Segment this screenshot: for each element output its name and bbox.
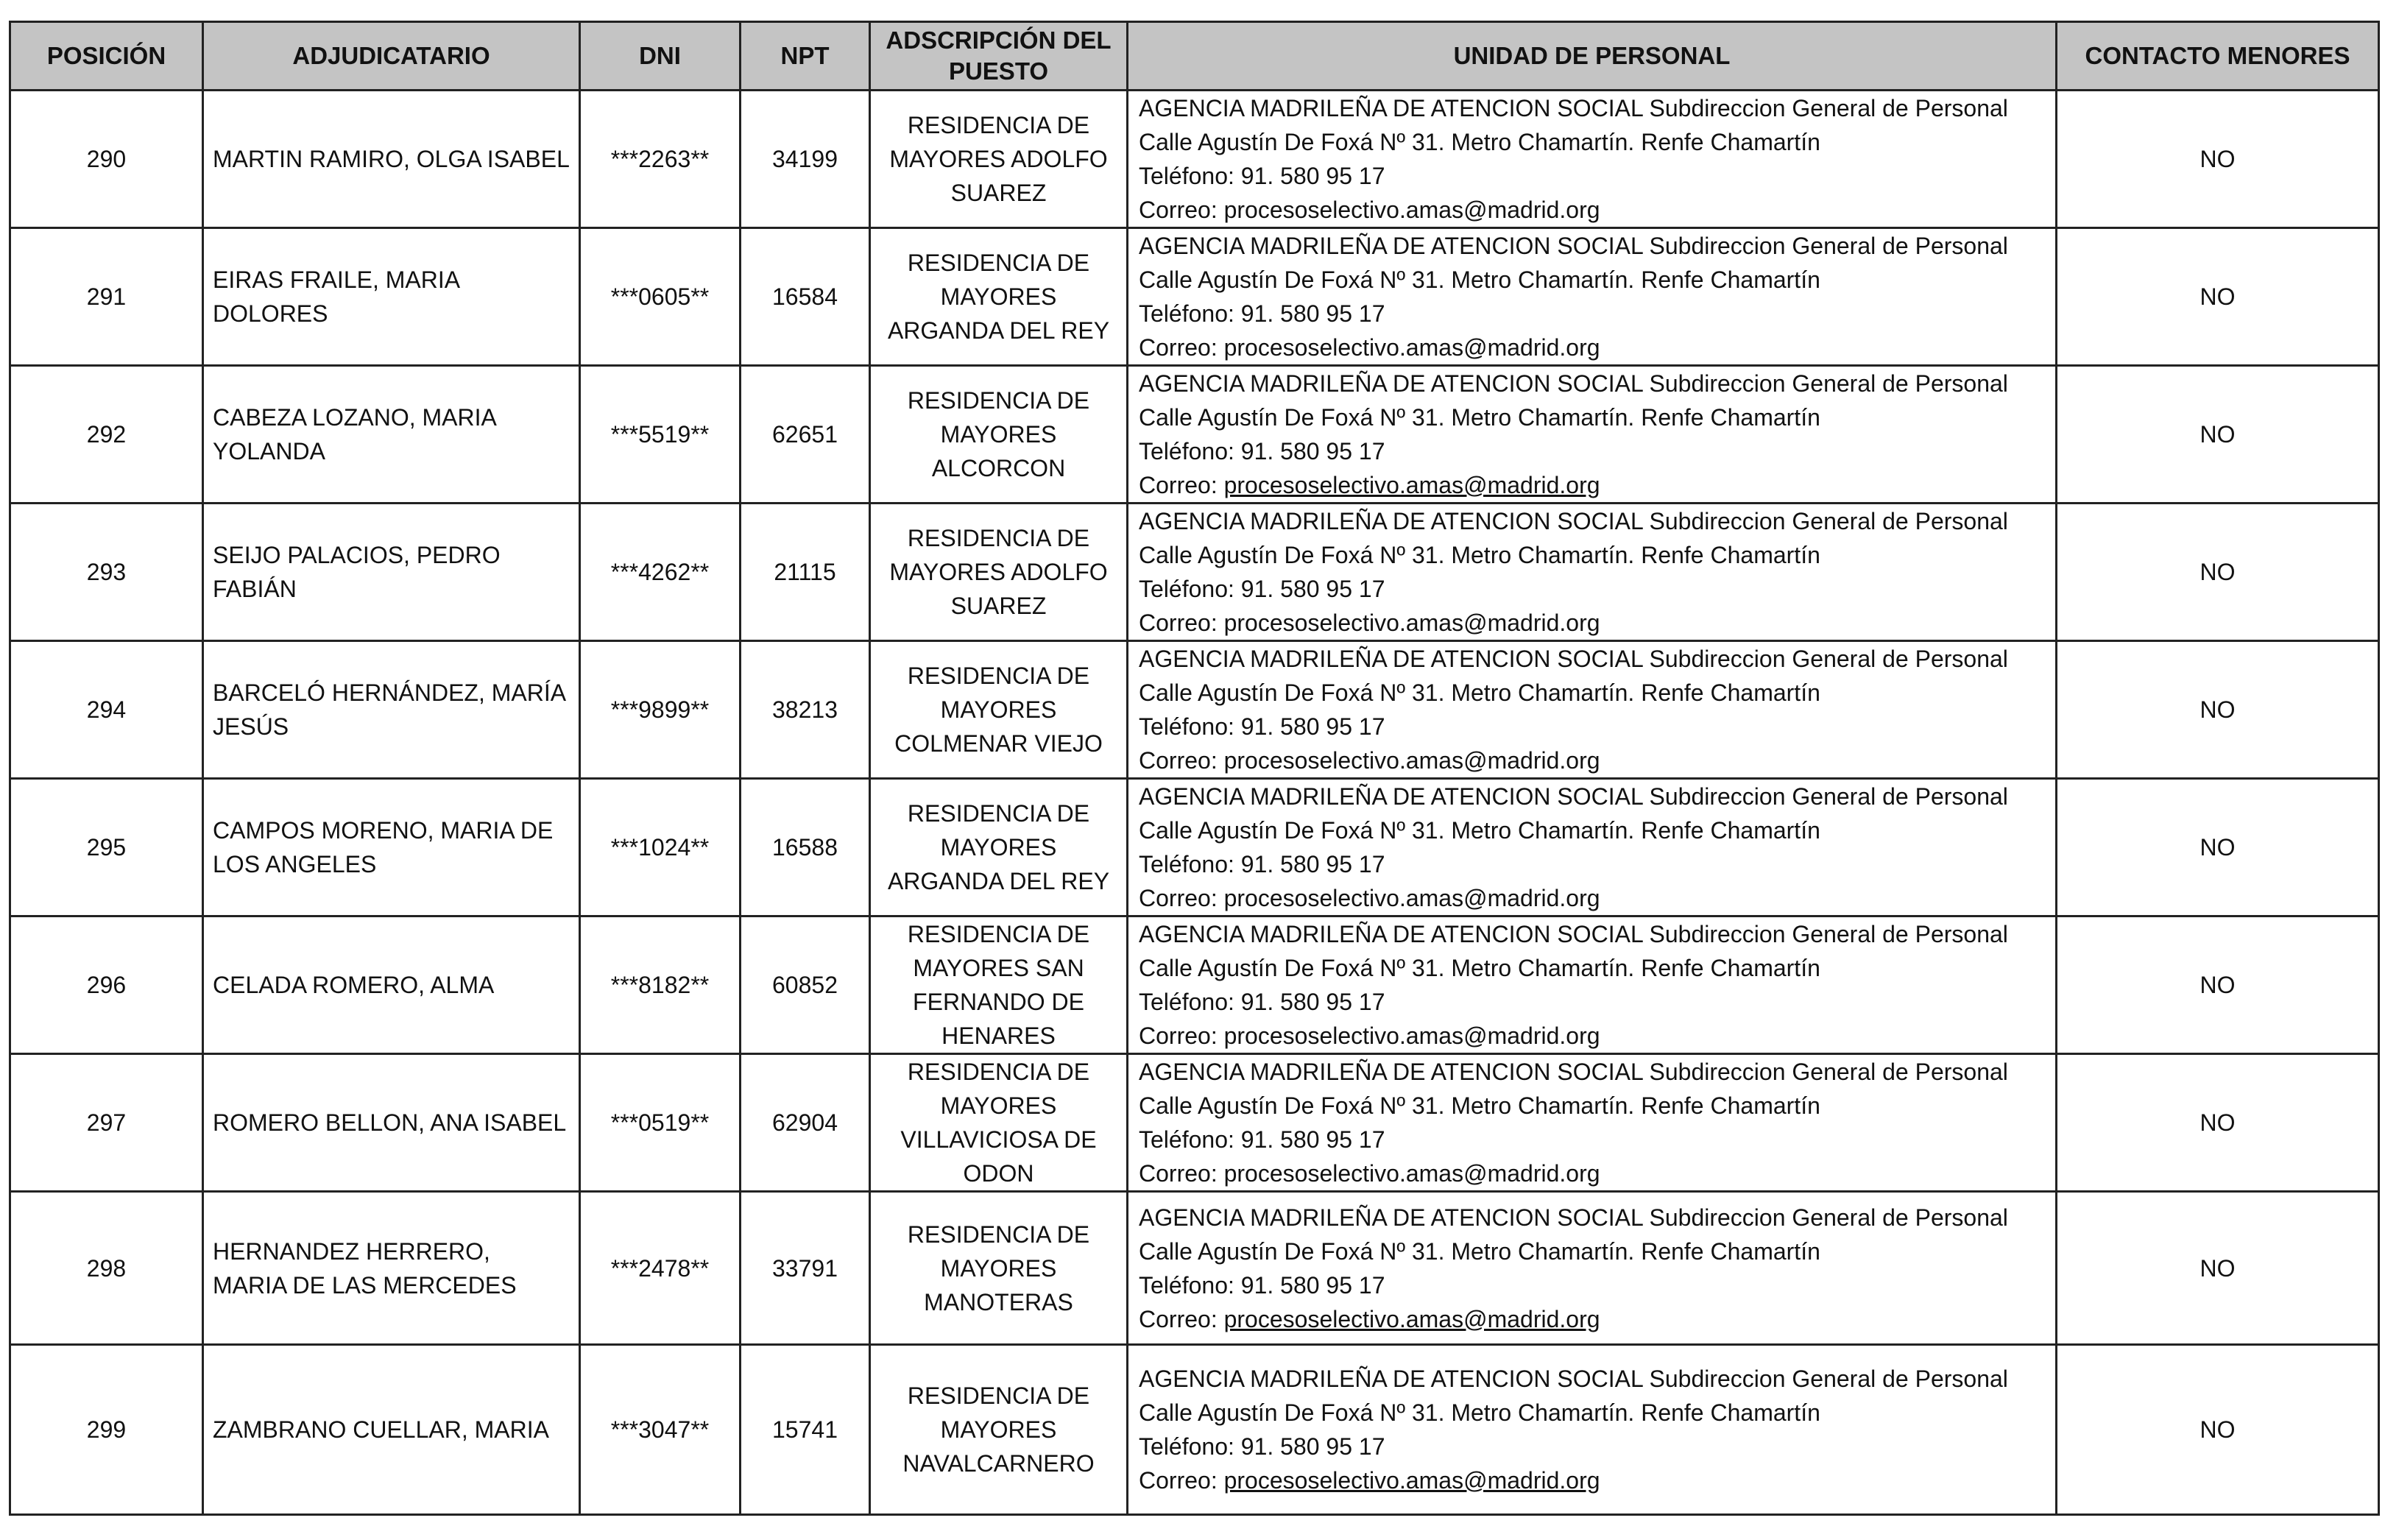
unidad-telefono: Teléfono: 91. 580 95 17 [1139, 713, 1385, 740]
cell-contacto-menores: NO [2057, 504, 2379, 641]
correo-email: procesoselectivo.amas@madrid.org [1223, 334, 1600, 361]
cell-adscripcion: RESIDENCIA DE MAYORES ADOLFO SUAREZ [870, 91, 1128, 228]
cell-posicion: 290 [10, 91, 203, 228]
unidad-agencia: AGENCIA MADRILEÑA DE ATENCION SOCIAL Subdireccion General de Personal [1139, 921, 2008, 947]
cell-adjudicatario: CELADA ROMERO, ALMA [203, 916, 580, 1054]
unidad-correo: Correo: procesoselectivo.amas@madrid.org [1139, 747, 1600, 774]
cell-adjudicatario: CAMPOS MORENO, MARIA DE LOS ANGELES [203, 779, 580, 916]
table-row [10, 366, 2379, 504]
unidad-telefono: Teléfono: 91. 580 95 17 [1139, 163, 1385, 189]
unidad-direccion: Calle Agustín De Foxá Nº 31. Metro Chamartín. Renfe Chamartín [1139, 1092, 1820, 1119]
cell-adjudicatario: ROMERO BELLON, ANA ISABEL [203, 1054, 580, 1192]
unidad-telefono: Teléfono: 91. 580 95 17 [1139, 438, 1385, 465]
cell-npt: 38213 [741, 641, 870, 779]
unidad-direccion: Calle Agustín De Foxá Nº 31. Metro Chamartín. Renfe Chamartín [1139, 679, 1820, 706]
unidad-agencia: AGENCIA MADRILEÑA DE ATENCION SOCIAL Subdireccion General de Personal [1139, 1366, 2008, 1392]
header-posicion: POSICIÓN [10, 22, 203, 91]
cell-contacto-menores: NO [2057, 1345, 2379, 1515]
cell-npt: 33791 [741, 1192, 870, 1345]
adjudicatarios-table [9, 21, 2380, 1516]
cell-adjudicatario: HERNANDEZ HERRERO, MARIA DE LAS MERCEDES [203, 1192, 580, 1345]
cell-posicion: 292 [10, 366, 203, 504]
unidad-telefono: Teléfono: 91. 580 95 17 [1139, 300, 1385, 327]
unidad-correo: Correo: procesoselectivo.amas@madrid.org [1139, 1160, 1600, 1187]
cell-unidad-personal [1128, 504, 2057, 641]
cell-unidad-personal [1128, 1345, 2057, 1515]
cell-adjudicatario: MARTIN RAMIRO, OLGA ISABEL [203, 91, 580, 228]
cell-posicion: 299 [10, 1345, 203, 1515]
cell-adscripcion: RESIDENCIA DE MAYORES ARGANDA DEL REY [870, 228, 1128, 366]
unidad-direccion: Calle Agustín De Foxá Nº 31. Metro Chamartín. Renfe Chamartín [1139, 1399, 1820, 1426]
table-row [10, 641, 2379, 779]
unidad-direccion: Calle Agustín De Foxá Nº 31. Metro Chamartín. Renfe Chamartín [1139, 817, 1820, 844]
cell-adjudicatario: BARCELÓ HERNÁNDEZ, MARÍA JESÚS [203, 641, 580, 779]
cell-posicion: 294 [10, 641, 203, 779]
header-unidad-personal: UNIDAD DE PERSONAL [1128, 22, 2057, 91]
cell-adscripcion: RESIDENCIA DE MAYORES COLMENAR VIEJO [870, 641, 1128, 779]
table-header-row [10, 22, 2379, 91]
cell-unidad-personal [1128, 91, 2057, 228]
table-row [10, 916, 2379, 1054]
unidad-direccion: Calle Agustín De Foxá Nº 31. Metro Chamartín. Renfe Chamartín [1139, 404, 1820, 431]
unidad-correo: Correo: procesoselectivo.amas@madrid.org [1139, 610, 1600, 636]
header-dni: DNI [580, 22, 741, 91]
cell-unidad-personal [1128, 1054, 2057, 1192]
cell-unidad-personal [1128, 228, 2057, 366]
cell-adscripcion: RESIDENCIA DE MAYORES MANOTERAS [870, 1192, 1128, 1345]
cell-npt: 62651 [741, 366, 870, 504]
unidad-direccion: Calle Agustín De Foxá Nº 31. Metro Chamartín. Renfe Chamartín [1139, 1237, 1820, 1265]
unidad-direccion: Calle Agustín De Foxá Nº 31. Metro Chamartín. Renfe Chamartín [1139, 955, 1820, 981]
header-npt: NPT [741, 22, 870, 91]
cell-adjudicatario: EIRAS FRAILE, MARIA DOLORES [203, 228, 580, 366]
cell-unidad-personal [1128, 641, 2057, 779]
cell-dni: ***0519** [580, 1054, 741, 1192]
unidad-correo: Correo: procesoselectivo.amas@madrid.org [1139, 1022, 1600, 1049]
unidad-agencia: AGENCIA MADRILEÑA DE ATENCION SOCIAL Subdireccion General de Personal [1139, 370, 2008, 397]
unidad-correo: Correo: procesoselectivo.amas@madrid.org [1139, 197, 1600, 223]
correo-email: procesoselectivo.amas@madrid.org [1223, 1467, 1600, 1494]
table-row [10, 779, 2379, 916]
cell-npt: 16588 [741, 779, 870, 916]
unidad-agencia: AGENCIA MADRILEÑA DE ATENCION SOCIAL Subdireccion General de Personal [1139, 646, 2008, 672]
unidad-telefono: Teléfono: 91. 580 95 17 [1139, 989, 1385, 1015]
table-row [10, 228, 2379, 366]
correo-email: procesoselectivo.amas@madrid.org [1223, 610, 1600, 636]
table-row [10, 1054, 2379, 1192]
correo-email: procesoselectivo.amas@madrid.org [1223, 747, 1600, 774]
cell-adjudicatario: ZAMBRANO CUELLAR, MARIA [203, 1345, 580, 1515]
unidad-direccion: Calle Agustín De Foxá Nº 31. Metro Chamartín. Renfe Chamartín [1139, 266, 1820, 293]
document-page [9, 21, 2380, 1516]
unidad-agencia: AGENCIA MADRILEÑA DE ATENCION SOCIAL Subdireccion General de Personal [1139, 233, 2008, 259]
unidad-telefono: Teléfono: 91. 580 95 17 [1139, 1433, 1385, 1460]
cell-npt: 60852 [741, 916, 870, 1054]
table-row [10, 1345, 2379, 1515]
header-contacto-menores: CONTACTO MENORES [2057, 22, 2379, 91]
cell-dni: ***2263** [580, 91, 741, 228]
cell-adscripcion: RESIDENCIA DE MAYORES ARGANDA DEL REY [870, 779, 1128, 916]
cell-contacto-menores: NO [2057, 366, 2379, 504]
cell-adscripcion: RESIDENCIA DE MAYORES NAVALCARNERO [870, 1345, 1128, 1515]
unidad-correo: Correo: procesoselectivo.amas@madrid.org [1139, 472, 1600, 498]
cell-adscripcion: RESIDENCIA DE MAYORES ADOLFO SUAREZ [870, 504, 1128, 641]
cell-npt: 34199 [741, 91, 870, 228]
cell-contacto-menores: NO [2057, 91, 2379, 228]
cell-dni: ***4262** [580, 504, 741, 641]
unidad-agencia: AGENCIA MADRILEÑA DE ATENCION SOCIAL Subdireccion General de Personal [1139, 508, 2008, 534]
cell-npt: 62904 [741, 1054, 870, 1192]
cell-contacto-menores: NO [2057, 1054, 2379, 1192]
cell-adjudicatario: CABEZA LOZANO, MARIA YOLANDA [203, 366, 580, 504]
cell-dni: ***1024** [580, 779, 741, 916]
cell-posicion: 296 [10, 916, 203, 1054]
correo-email: procesoselectivo.amas@madrid.org [1223, 1160, 1600, 1187]
correo-email: procesoselectivo.amas@madrid.org [1223, 197, 1600, 223]
cell-dni: ***9899** [580, 641, 741, 779]
cell-dni: ***8182** [580, 916, 741, 1054]
cell-posicion: 293 [10, 504, 203, 641]
cell-adscripcion: RESIDENCIA DE MAYORES SAN FERNANDO DE HENARES [870, 916, 1128, 1054]
cell-dni: ***0605** [580, 228, 741, 366]
cell-npt: 15741 [741, 1345, 870, 1515]
cell-posicion: 295 [10, 779, 203, 916]
cell-unidad-personal [1128, 916, 2057, 1054]
unidad-agencia: AGENCIA MADRILEÑA DE ATENCION SOCIAL Subdireccion General de Personal [1139, 783, 2008, 810]
unidad-agencia: AGENCIA MADRILEÑA DE ATENCION SOCIAL Subdireccion General de Personal [1139, 1204, 2008, 1231]
unidad-telefono: Teléfono: 91. 580 95 17 [1139, 1126, 1385, 1153]
unidad-correo: Correo: procesoselectivo.amas@madrid.org [1139, 1305, 1600, 1332]
cell-contacto-menores: NO [2057, 641, 2379, 779]
unidad-correo: Correo: procesoselectivo.amas@madrid.org [1139, 885, 1600, 911]
header-adscripcion: ADSCRIPCIÓN DEL PUESTO [870, 22, 1128, 91]
cell-posicion: 291 [10, 228, 203, 366]
table-row [10, 504, 2379, 641]
cell-contacto-menores: NO [2057, 228, 2379, 366]
cell-posicion: 297 [10, 1054, 203, 1192]
cell-dni: ***2478** [580, 1192, 741, 1345]
cell-dni: ***5519** [580, 366, 741, 504]
unidad-correo: Correo: procesoselectivo.amas@madrid.org [1139, 334, 1600, 361]
table-row [10, 91, 2379, 228]
unidad-agencia: AGENCIA MADRILEÑA DE ATENCION SOCIAL Subdireccion General de Personal [1139, 1059, 2008, 1085]
cell-unidad-personal [1128, 779, 2057, 916]
cell-dni: ***3047** [580, 1345, 741, 1515]
cell-contacto-menores: NO [2057, 916, 2379, 1054]
cell-contacto-menores: NO [2057, 779, 2379, 916]
cell-adscripcion: RESIDENCIA DE MAYORES VILLAVICIOSA DE ODON [870, 1054, 1128, 1192]
unidad-agencia: AGENCIA MADRILEÑA DE ATENCION SOCIAL Subdireccion General de Personal [1139, 95, 2008, 121]
correo-email: procesoselectivo.amas@madrid.org [1223, 885, 1600, 911]
header-adjudicatario: ADJUDICATARIO [203, 22, 580, 91]
unidad-direccion: Calle Agustín De Foxá Nº 31. Metro Chamartín. Renfe Chamartín [1139, 129, 1820, 155]
correo-email: procesoselectivo.amas@madrid.org [1223, 472, 1600, 498]
unidad-telefono: Teléfono: 91. 580 95 17 [1139, 576, 1385, 602]
cell-adscripcion: RESIDENCIA DE MAYORES ALCORCON [870, 366, 1128, 504]
unidad-telefono: Teléfono: 91. 580 95 17 [1139, 1271, 1385, 1299]
table-row [10, 1192, 2379, 1345]
correo-email: procesoselectivo.amas@madrid.org [1223, 1022, 1600, 1049]
cell-unidad-personal [1128, 1192, 2057, 1345]
unidad-correo: Correo: procesoselectivo.amas@madrid.org [1139, 1467, 1600, 1494]
unidad-telefono: Teléfono: 91. 580 95 17 [1139, 851, 1385, 877]
unidad-direccion: Calle Agustín De Foxá Nº 31. Metro Chamartín. Renfe Chamartín [1139, 542, 1820, 568]
cell-contacto-menores: NO [2057, 1192, 2379, 1345]
cell-npt: 21115 [741, 504, 870, 641]
cell-posicion: 298 [10, 1192, 203, 1345]
cell-adjudicatario: SEIJO PALACIOS, PEDRO FABIÁN [203, 504, 580, 641]
cell-unidad-personal [1128, 366, 2057, 504]
cell-npt: 16584 [741, 228, 870, 366]
correo-email: procesoselectivo.amas@madrid.org [1223, 1305, 1600, 1332]
